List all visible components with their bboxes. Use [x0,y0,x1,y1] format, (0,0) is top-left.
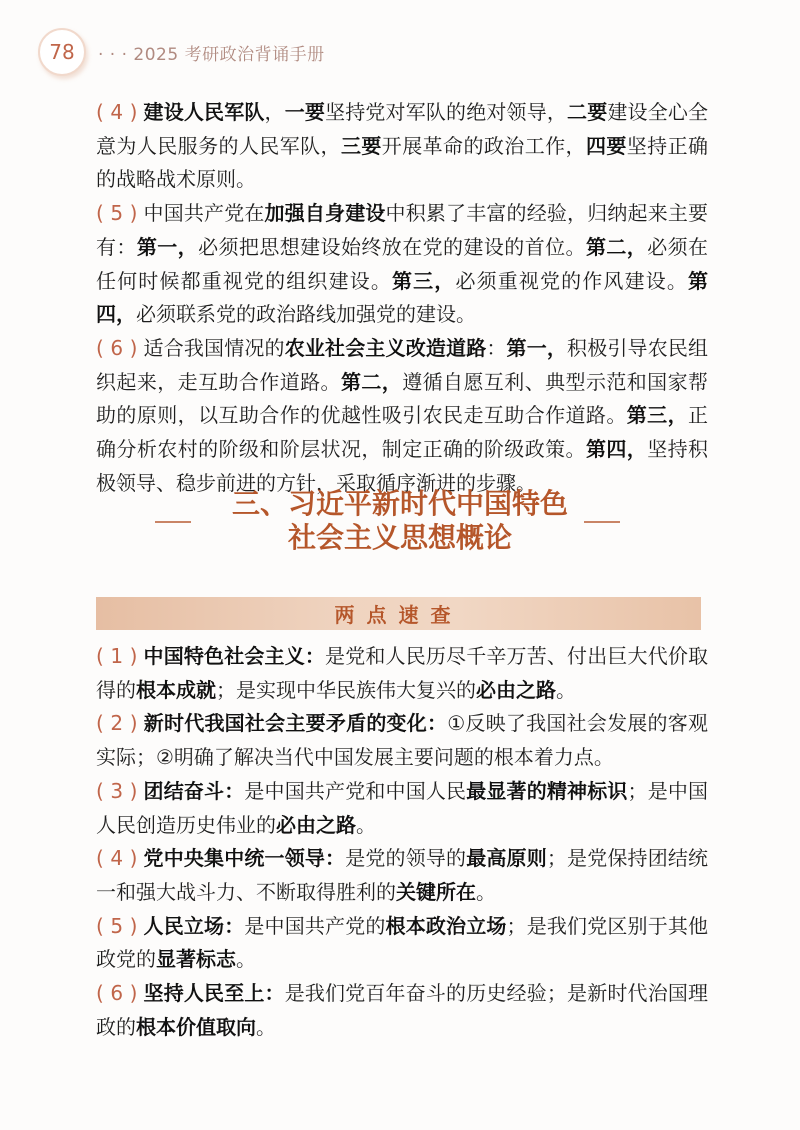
item-number: ( 4 ) [96,846,138,871]
emphasis-text: 第二， [340,369,403,394]
emphasis-text: 坚持人民至上： [143,981,285,1006]
emphasis-text: 显著标志 [156,947,236,972]
emphasis-text: 根本成就 [136,677,216,702]
emphasis-text: 第三， [392,268,456,293]
item-number: ( 2 ) [96,711,138,736]
paragraph [96,96,708,197]
body-text: ；是党保持团结统一和强大战斗力、不断取得胜利的 [96,846,709,904]
emphasis-text: 第三， [626,403,689,428]
emphasis-text: 人民立场： [143,913,245,938]
body-text: 。 [356,812,376,837]
body-text: 必须重视党的作风建设。 [455,268,689,293]
emphasis-text: 第一， [136,234,199,259]
body-text: ， [264,100,285,124]
emphasis-text: 第四， [96,268,709,327]
emphasis-text: 加强自身建设 [264,201,386,226]
body-text: 适合我国情况的 [143,335,285,360]
paragraph [96,640,708,707]
emphasis-text: 第一， [506,335,568,360]
chapter-title-line-1: 三、习近平新时代中国特色 [231,487,568,520]
emphasis-text: 关键所在 [396,879,476,904]
paragraph [96,977,708,1044]
emphasis-text: 中国特色社会主义： [143,644,326,668]
emphasis-text: 一要 [284,100,326,124]
chapter-title [0,487,800,555]
body-text: 遵循自愿互利、典型示范和国家帮助的原则，以互助合作的优越性吸引农民走互助合作道路。 [96,369,709,428]
body-text: ；是实现中华民族伟大复兴的 [216,677,476,702]
emphasis-text: 三要 [340,133,382,158]
emphasis-text: 最高原则 [466,846,547,871]
emphasis-text: 第四， [585,437,648,462]
body-text: 。 [256,1014,276,1039]
chapter-title-line-2: 社会主义思想概论 [287,521,512,554]
page-header [38,28,325,76]
emphasis-text: 团结奋斗： [143,778,245,803]
body-text: 坚持正确的战略战术原则。 [96,133,709,192]
emphasis-text: 最显著的精神标识 [466,778,628,803]
item-number: ( 3 ) [96,778,138,803]
body-text: 开展革命的政治工作， [381,133,586,158]
item-number: ( 1 ) [96,644,138,668]
body-text: 。 [476,879,496,904]
body-text: 积极引导农民组织起来，走互助合作道路。 [96,335,709,394]
emphasis-text: 建设人民军队 [143,100,265,124]
emphasis-text: 新时代我国社会主要矛盾的变化： [143,711,448,736]
paragraph [96,910,708,977]
body-text: 中国共产党在 [143,201,265,226]
body-text: ： [486,335,507,360]
section-1-body [96,96,708,500]
item-number: ( 4 ) [96,100,138,124]
emphasis-text: 根本价值取向 [136,1014,256,1039]
page-number: 78 [38,28,86,76]
body-text: 是我们党百年奋斗的历史经验；是新时代治国理政的 [96,981,709,1039]
paragraph [96,332,708,501]
running-title: · · · 2025 考研政治背诵手册 [98,44,325,65]
emphasis-text: 第二， [585,234,648,259]
item-number: ( 6 ) [96,335,138,360]
emphasis-text: 根本政治立场 [385,913,507,938]
body-text: 必须联系党的政治路线加强党的建设。 [136,302,476,327]
body-text: 必须在任何时候都重视党的组织建设。 [96,234,709,293]
paragraph [96,842,708,909]
emphasis-text: 必由之路 [276,812,356,837]
body-text: 是中国共产党的 [244,913,386,938]
item-number: ( 5 ) [96,913,138,938]
item-number: ( 5 ) [96,201,138,226]
body-text: ①反映了我国社会发展的客观实际；②明确了解决当代中国发展主要问题的根本着力点。 [96,711,709,770]
body-text: 必须把思想建设始终放在党的建设的首位。 [198,234,586,259]
body-text: 坚持党对军队的绝对领导， [325,100,568,124]
body-text: ；是中国人民创造历史伟业的 [96,778,709,837]
body-text: ；是我们党区别于其他政党的 [96,913,709,972]
body-text: 是党的领导的 [345,846,467,871]
paragraph [96,707,708,774]
body-text: 是中国共产党和中国人民 [244,778,467,803]
paragraph [96,197,708,332]
section-banner [96,597,701,630]
body-text: 正确分析农村的阶级和阶层状况，制定正确的阶级政策。 [96,403,709,462]
emphasis-text: 二要 [567,100,608,124]
paragraph [96,775,708,842]
section-2-body [96,640,708,1044]
item-number: ( 6 ) [96,981,138,1006]
body-text: 。 [236,947,256,972]
emphasis-text: 党中央集中统一领导： [143,846,346,871]
emphasis-text: 农业社会主义改造道路 [284,335,487,360]
banner-label: 两点速查 [334,603,463,627]
body-text: 建设全心全意为人民服务的人民军队， [96,100,709,158]
body-text: 中积累了丰富的经验，归纳起来主要有： [96,201,709,259]
emphasis-text: 四要 [585,133,627,158]
body-text: 。 [556,677,576,702]
body-text: 是党和人民历尽千辛万苦、付出巨大代价取得的 [96,644,709,702]
emphasis-text: 必由之路 [476,677,556,702]
body-text: 坚持积极领导、稳步前进的方针，采取循序渐进的步骤。 [96,437,709,495]
